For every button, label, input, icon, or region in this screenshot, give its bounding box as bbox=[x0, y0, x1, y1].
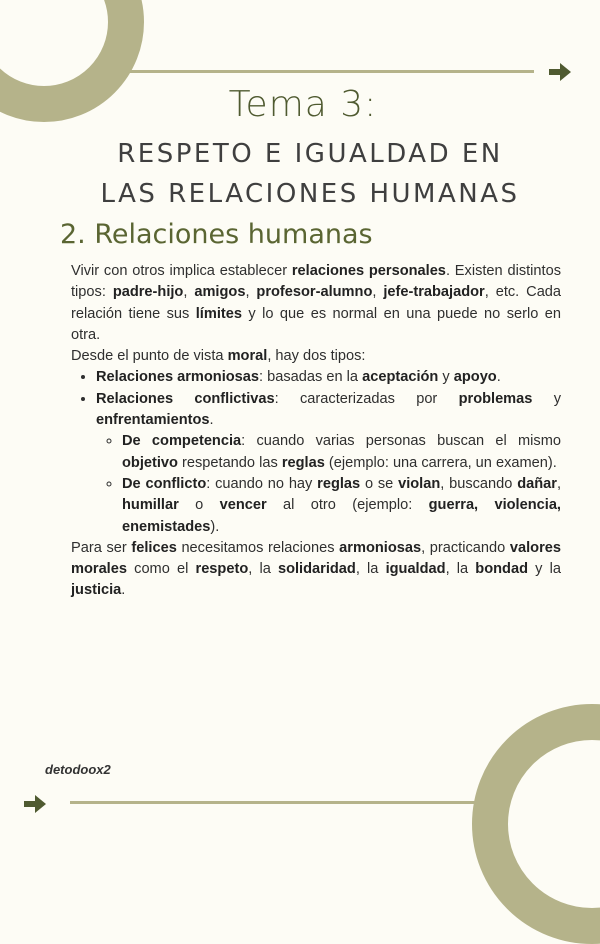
list-item-conflicto: ◦ De conflicto: cuando no hay reglas o se violan, buscando dañar, humillar o vencer al otro (ejemplo: guerra, violencia, enemistades). bbox=[122, 474, 561, 538]
list-item-conflictivas: • Relaciones conflictivas: caracterizadas por problemas y enfrentamientos. ◦ De competencia: cuando varias personas buscan el mismo objetivo respetando las reglas (ejemplo: una carrera, un examen). ◦ De conflicto: cuando no hay reglas o se violan, buscando dañar, humillar o vencer al otro (ejemplo: guerra, violencia, enemistades). bbox=[96, 389, 561, 538]
page-title-line-1: RESPETO E IGUALDAD EN bbox=[117, 139, 503, 169]
section-heading: 2. Relaciones humanas bbox=[60, 219, 373, 250]
list-item-competencia: ◦ De competencia: cuando varias personas buscan el mismo objetivo respetando las reglas (ejemplo: una carrera, un examen). bbox=[122, 431, 561, 474]
decorative-ring-bottom-right bbox=[472, 704, 600, 944]
intro-paragraph: Vivir con otros implica establecer relaciones personales. Existen distintos tipos: padre-hijo, amigos, profesor-alumno, jefe-trabajador, etc. Cada relación tiene sus límites y lo que es normal en una puede no serlo en otra. bbox=[71, 263, 562, 343]
bottom-divider bbox=[70, 801, 488, 804]
author-watermark: detodoox2 bbox=[45, 762, 111, 777]
topic-number: Tema 3: bbox=[228, 84, 378, 125]
arrow-right-icon bbox=[22, 792, 48, 816]
closing-paragraph: Para ser felices necesitamos relaciones armoniosas, practicando valores morales como el respeto, la solidaridad, la igualdad, la bondad y la justicia. bbox=[71, 539, 561, 599]
relation-types-list bbox=[71, 367, 561, 537]
list-item-armoniosas: • Relaciones armoniosas: basadas en la aceptación y apoyo. bbox=[96, 367, 561, 388]
top-divider bbox=[120, 70, 534, 73]
body-text bbox=[71, 261, 561, 602]
conflict-subtypes-list bbox=[96, 431, 561, 537]
page-title-line-2: LAS RELACIONES HUMANAS bbox=[100, 179, 520, 209]
arrow-right-icon bbox=[547, 60, 573, 84]
page-title bbox=[0, 134, 600, 214]
moral-paragraph: Desde el punto de vista moral, hay dos tipos: bbox=[71, 348, 366, 365]
